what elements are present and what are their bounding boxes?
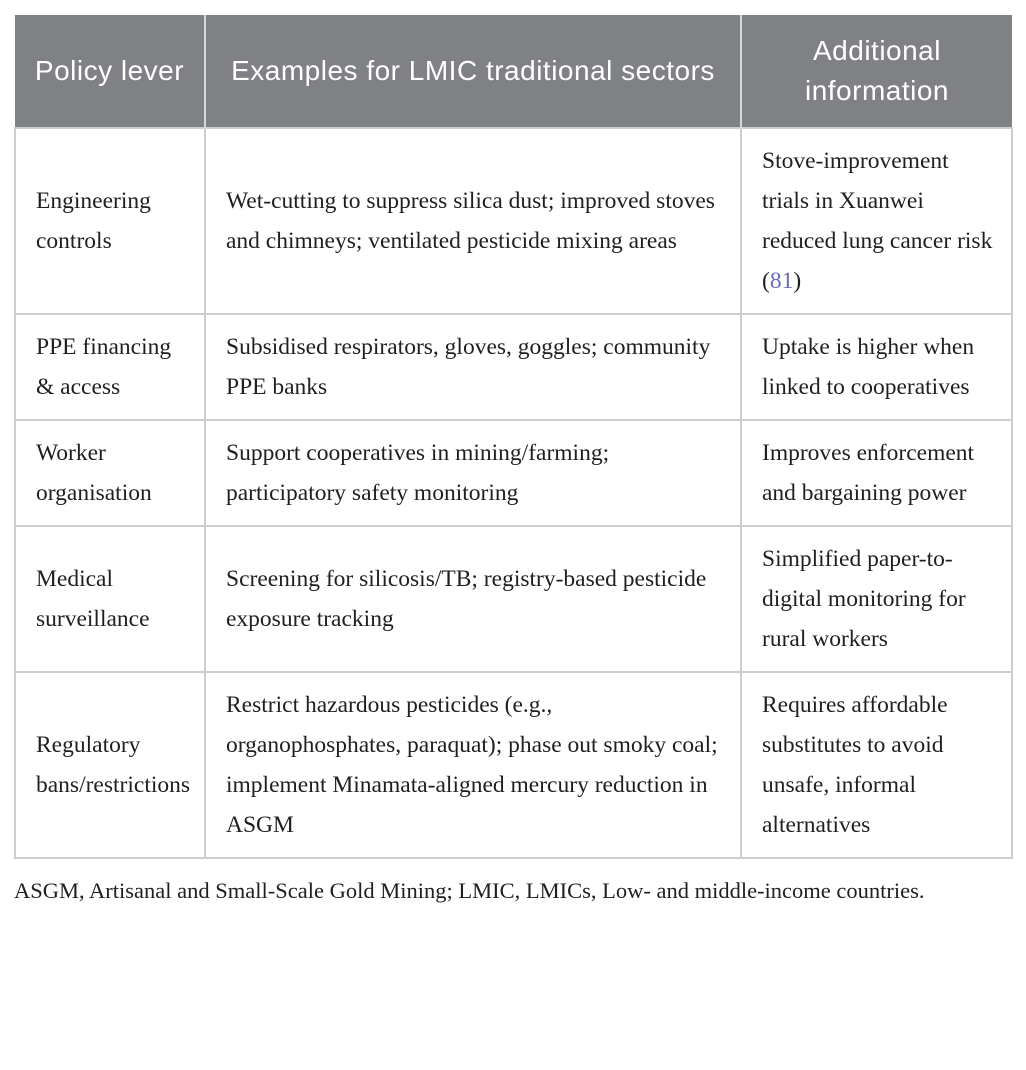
table-row-engineering-controls — [15, 128, 1012, 314]
cell-additional-info — [741, 128, 1012, 314]
column-header-additional-info: Additional information — [741, 15, 1012, 128]
citation-link-81[interactable]: 81 — [769, 268, 794, 294]
cell-examples: Screening for silicosis/TB; registry-based pesticide exposure tracking — [205, 526, 741, 672]
header-row — [15, 15, 1012, 128]
table-row-worker-organisation — [15, 420, 1012, 526]
column-header-examples: Examples for LMIC traditional sectors — [205, 15, 741, 128]
cell-policy-lever: Regulatory bans/restrictions — [15, 672, 205, 858]
additional-info-text: Stove-improvement trials in Xuanwei reduced lung cancer risk ( — [762, 148, 993, 294]
cell-policy-lever: PPE financing & access — [15, 314, 205, 420]
additional-info-text: ) — [793, 268, 802, 294]
table-row-regulatory-bans — [15, 672, 1012, 858]
column-header-policy-lever: Policy lever — [15, 15, 205, 128]
cell-additional-info: Requires affordable substitutes to avoid unsafe, informal alternatives — [741, 672, 1012, 858]
table-header — [15, 15, 1012, 128]
cell-examples: Restrict hazardous pesticides (e.g., organophosphates, paraquat); phase out smoky coal; implement Minamata-aligned mercury reduction in ASGM — [205, 672, 741, 858]
cell-examples: Subsidised respirators, gloves, goggles; community PPE banks — [205, 314, 741, 420]
cell-examples: Support cooperatives in mining/farming; participatory safety monitoring — [205, 420, 741, 526]
table-body — [15, 128, 1012, 858]
cell-additional-info: Improves enforcement and bargaining power — [741, 420, 1012, 526]
table-row-medical-surveillance — [15, 526, 1012, 672]
cell-examples: Wet-cutting to suppress silica dust; improved stoves and chimneys; ventilated pesticide mixing areas — [205, 128, 741, 314]
policy-levers-table — [14, 15, 1013, 859]
cell-policy-lever: Medical surveillance — [15, 526, 205, 672]
cell-additional-info: Simplified paper-to-digital monitoring for rural workers — [741, 526, 1012, 672]
table-footnote: ASGM, Artisanal and Small-Scale Gold Mining; LMIC, LMICs, Low- and middle-income countries. — [14, 878, 925, 903]
cell-policy-lever: Engineering controls — [15, 128, 205, 314]
table-row-ppe-financing — [15, 314, 1012, 420]
cell-policy-lever: Worker organisation — [15, 420, 205, 526]
cell-additional-info: Uptake is higher when linked to cooperatives — [741, 314, 1012, 420]
